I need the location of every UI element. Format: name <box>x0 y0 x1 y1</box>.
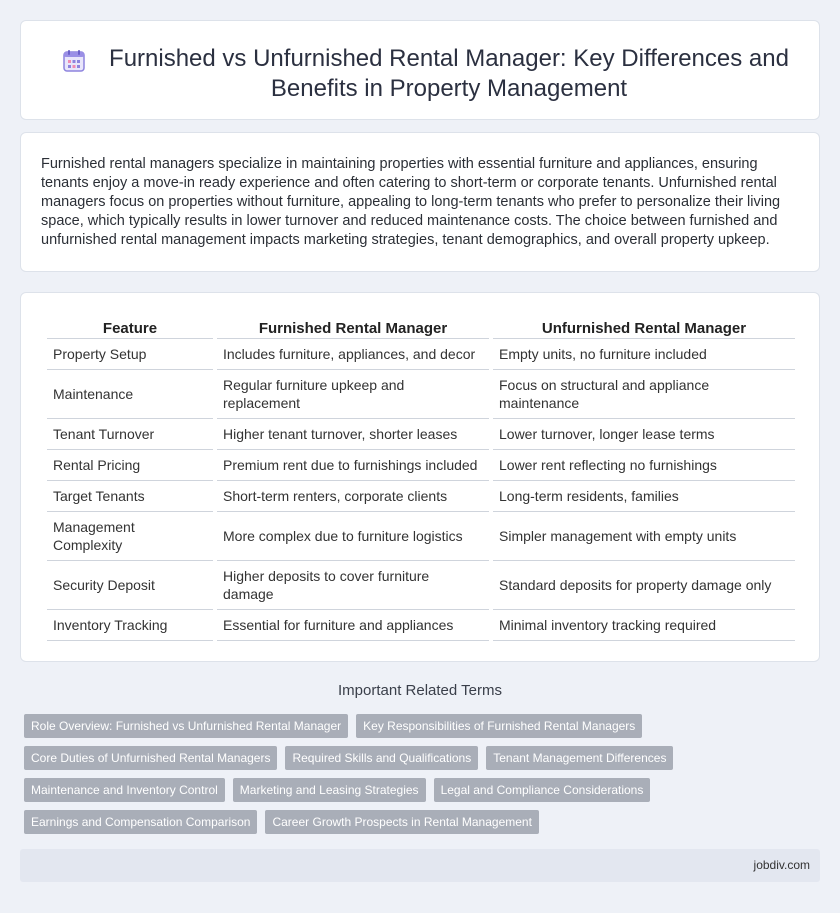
footer <box>20 849 820 882</box>
related-term-link[interactable]: Maintenance and Inventory Control <box>24 778 225 802</box>
row-feature: Rental Pricing <box>47 450 213 481</box>
table-row <box>47 419 795 450</box>
table-row <box>47 481 795 512</box>
calendar-icon <box>61 44 109 79</box>
header-unfurnished: Unfurnished Rental Manager <box>493 315 795 339</box>
related-term-link[interactable]: Career Growth Prospects in Rental Management <box>265 810 538 834</box>
related-term-link[interactable]: Tenant Management Differences <box>486 746 673 770</box>
row-furnished: Includes furniture, appliances, and decor <box>217 339 489 370</box>
row-furnished: Premium rent due to furnishings included <box>217 450 489 481</box>
row-unfurnished: Minimal inventory tracking required <box>493 610 795 641</box>
related-term-link[interactable]: Earnings and Compensation Comparison <box>24 810 257 834</box>
row-unfurnished: Lower rent reflecting no furnishings <box>493 450 795 481</box>
row-feature: Management Complexity <box>47 512 213 561</box>
table-row <box>47 339 795 370</box>
header-card <box>20 20 820 120</box>
table-row <box>47 450 795 481</box>
header-furnished: Furnished Rental Manager <box>217 315 489 339</box>
row-furnished: Higher tenant turnover, shorter leases <box>217 419 489 450</box>
row-furnished: Short-term renters, corporate clients <box>217 481 489 512</box>
row-feature: Target Tenants <box>47 481 213 512</box>
row-unfurnished: Standard deposits for property damage only <box>493 561 795 610</box>
header <box>61 44 789 104</box>
related-term-link[interactable]: Marketing and Leasing Strategies <box>233 778 426 802</box>
related-term-link[interactable]: Required Skills and Qualifications <box>285 746 478 770</box>
row-feature: Security Deposit <box>47 561 213 610</box>
related-terms-list <box>24 714 704 834</box>
footer-site-link[interactable]: jobdiv.com <box>753 858 810 872</box>
table-row <box>47 561 795 610</box>
table-row <box>47 610 795 641</box>
row-feature: Tenant Turnover <box>47 419 213 450</box>
related-term-link[interactable]: Core Duties of Unfurnished Rental Managers <box>24 746 277 770</box>
row-unfurnished: Empty units, no furniture included <box>493 339 795 370</box>
row-feature: Inventory Tracking <box>47 610 213 641</box>
header-feature: Feature <box>47 315 213 339</box>
table-header-row <box>47 315 795 339</box>
comparison-table <box>43 315 799 641</box>
row-feature: Property Setup <box>47 339 213 370</box>
row-unfurnished: Simpler management with empty units <box>493 512 795 561</box>
page-title: Furnished vs Unfurnished Rental Manager: Key Differences and Benefits in Property Management <box>109 45 789 102</box>
related-terms-title: Important Related Terms <box>338 682 502 699</box>
row-furnished: Essential for furniture and appliances <box>217 610 489 641</box>
summary-card <box>20 132 820 272</box>
comparison-card <box>20 292 820 662</box>
row-furnished: Higher deposits to cover furniture damage <box>217 561 489 610</box>
row-feature: Maintenance <box>47 370 213 419</box>
table-row <box>47 512 795 561</box>
row-unfurnished: Focus on structural and appliance maintenance <box>493 370 795 419</box>
row-furnished: More complex due to furniture logistics <box>217 512 489 561</box>
row-unfurnished: Lower turnover, longer lease terms <box>493 419 795 450</box>
related-term-link[interactable]: Role Overview: Furnished vs Unfurnished Rental Manager <box>24 714 348 738</box>
related-term-link[interactable]: Legal and Compliance Considerations <box>434 778 651 802</box>
row-unfurnished: Long-term residents, families <box>493 481 795 512</box>
related-term-link[interactable]: Key Responsibilities of Furnished Rental Managers <box>356 714 642 738</box>
row-furnished: Regular furniture upkeep and replacement <box>217 370 489 419</box>
summary-text: Furnished rental managers specialize in maintaining properties with essential furniture and appliances, ensuring tenants enjoy a move-in ready experience and often catering to short-term or corporate tenants. Unfurnished rental managers focus on properties without furniture, appealing to long-term tenants who prefer to personalize their living space, which typically results in lower turnover and reduced maintenance costs. The choice between furnished and unfurnished rental management impacts marketing strategies, tenant demographics, and overall property upkeep. <box>41 156 781 248</box>
table-row <box>47 370 795 419</box>
